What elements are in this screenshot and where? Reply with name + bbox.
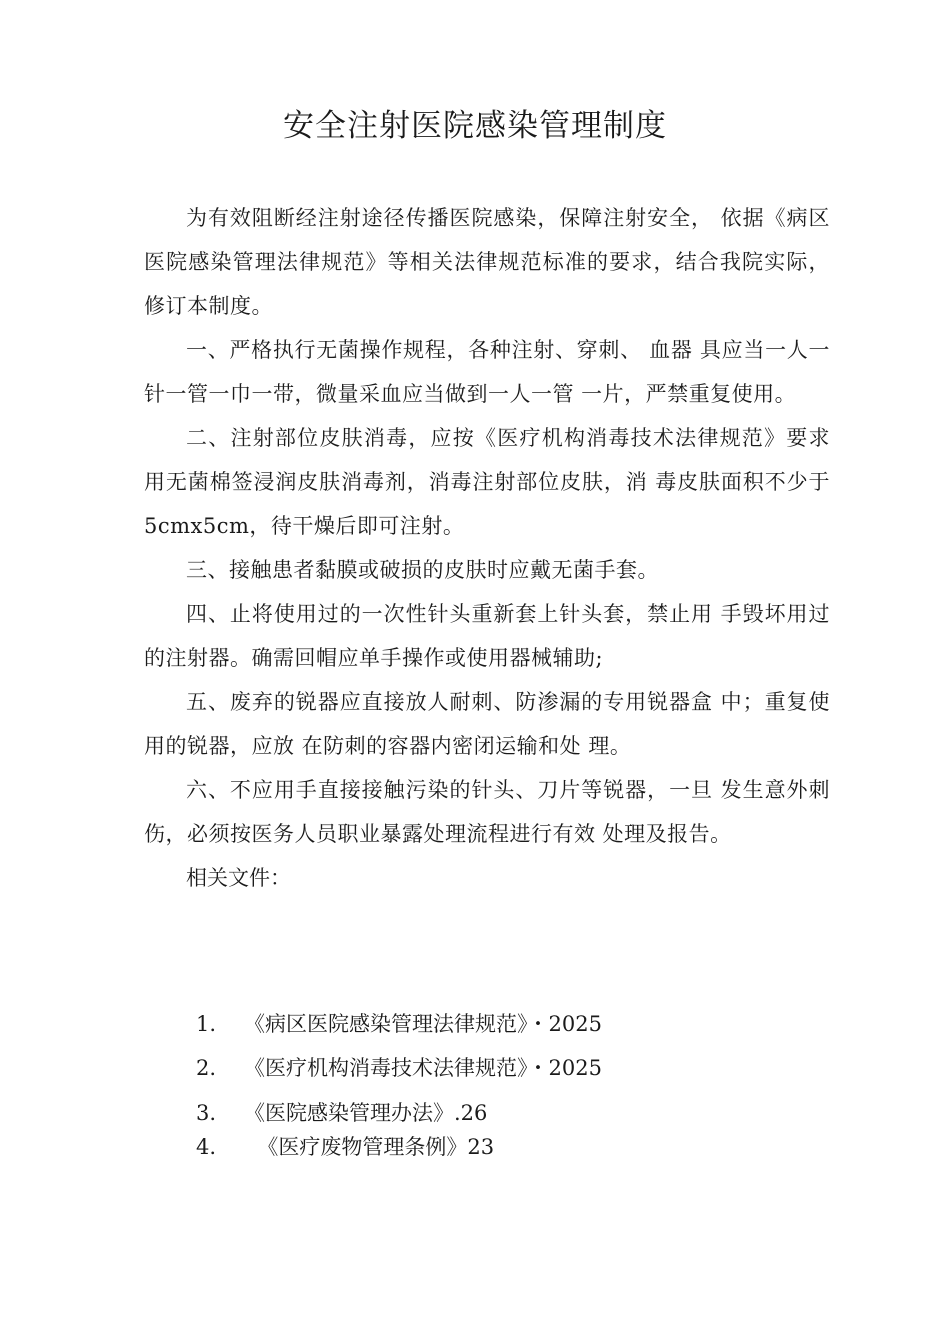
reference-item-4 bbox=[196, 1131, 494, 1161]
reference-number: 4. bbox=[196, 1135, 217, 1159]
reference-item-3 bbox=[196, 1097, 487, 1127]
page-title: 安全注射医院感染管理制度 bbox=[283, 108, 667, 144]
reference-text: 《医院感染管理办法》.26 bbox=[244, 1101, 488, 1125]
rule-paragraph-2: 二、注射部位皮肤消毒，应按《医疗机构消毒技术法律规范》要求用无菌棉签浸润皮肤消毒剂，消毒注射部位皮肤，消 毒皮肤面积不少于5cmx5cm，待干燥后即可注射。 bbox=[144, 426, 830, 538]
related-documents-heading: 相关文件： bbox=[186, 866, 291, 890]
reference-item-2 bbox=[196, 1052, 602, 1082]
rule-paragraph-6: 六、不应用手直接接触污染的针头、刀片等锐器，一旦 发生意外刺伤，必须按医务人员职业暴露处理流程进行有效 处理及报告。 bbox=[144, 778, 830, 846]
reference-number: 1. bbox=[196, 1012, 217, 1036]
reference-item-1 bbox=[196, 1008, 602, 1038]
document-body bbox=[144, 196, 830, 900]
reference-text: 《病区医院感染管理法律规范》・2025 bbox=[244, 1012, 602, 1036]
reference-text: 《医疗废物管理条例》23 bbox=[244, 1135, 495, 1159]
rule-paragraph-3: 三、接触患者黏膜或破损的皮肤时应戴无菌手套。 bbox=[186, 558, 659, 582]
rule-paragraph-5: 五、废弃的锐器应直接放人耐刺、防渗漏的专用锐器盒 中；重复使用的锐器，应放 在防刺的容器内密闭运输和处 理。 bbox=[144, 690, 830, 758]
reference-number: 2. bbox=[196, 1056, 217, 1080]
rule-paragraph-4: 四、止将使用过的一次性针头重新套上针头套，禁止用 手毁坏用过的注射器。确需回帽应单手操作或使用器械辅助; bbox=[144, 602, 830, 670]
intro-paragraph: 为有效阻断经注射途径传播医院感染，保障注射安全， 依据《病区医院感染管理法律规范》等相关法律规范标准的要求，结合我院实际，修订本制度。 bbox=[144, 206, 830, 318]
rule-paragraph-1: 一、严格执行无菌操作规程，各种注射、穿刺、 血器 具应当一人一针一管一巾一带，微量采血应当做到一人一管 一片，严禁重复使用。 bbox=[144, 338, 830, 406]
reference-text: 《医疗机构消毒技术法律规范》・2025 bbox=[244, 1056, 602, 1080]
reference-number: 3. bbox=[196, 1101, 217, 1125]
